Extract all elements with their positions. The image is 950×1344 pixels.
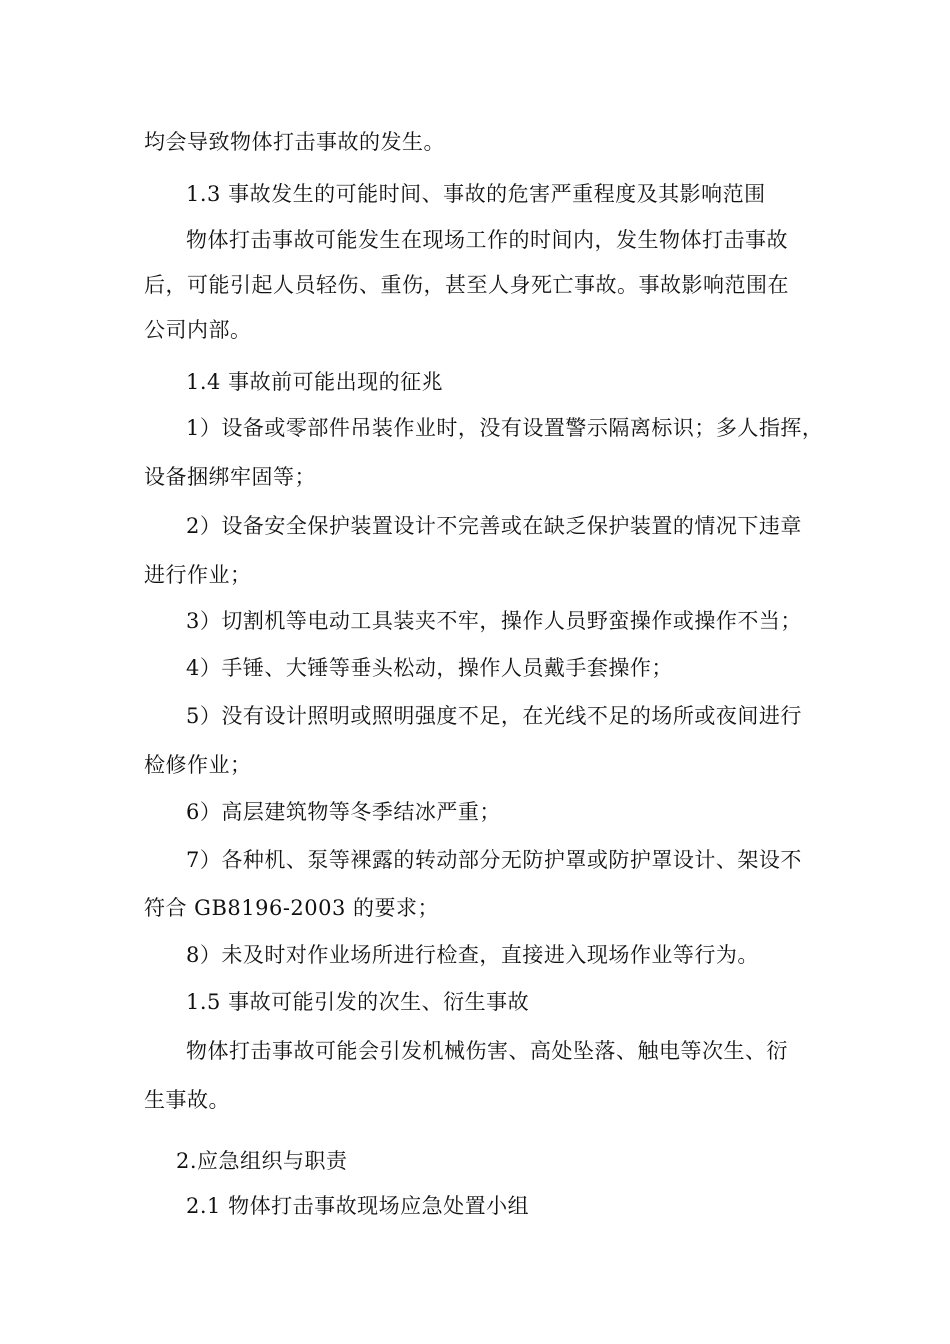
list-item: 1）设备或零部件吊装作业时，没有设置警示隔离标识；多人指挥，: [186, 416, 824, 440]
paragraph-line: 物体打击事故可能发生在现场工作的时间内，发生物体打击事故: [186, 228, 788, 252]
section-heading-2: 2.应急组织与职责: [176, 1149, 348, 1173]
section-heading-2-1: 2.1 物体打击事故现场应急处置小组: [186, 1194, 530, 1218]
list-item-continuation: 检修作业；: [144, 753, 252, 777]
list-item: 6）高层建筑物等冬季结冰严重；: [186, 800, 501, 824]
list-item-continuation: 设备捆绑牢固等；: [144, 465, 316, 489]
section-heading-1-5: 1.5 事故可能引发的次生、衍生事故: [186, 990, 530, 1014]
section-heading-1-4: 1.4 事故前可能出现的征兆: [186, 370, 444, 394]
paragraph-line: 物体打击事故可能会引发机械伤害、高处坠落、触电等次生、衍: [186, 1039, 788, 1063]
list-item: 2）设备安全保护装置设计不完善或在缺乏保护装置的情况下违章: [186, 514, 802, 538]
paragraph-line: 公司内部。: [144, 318, 252, 342]
paragraph-line: 后，可能引起人员轻伤、重伤，甚至人身死亡事故。事故影响范围在: [144, 273, 789, 297]
paragraph-line: 生事故。: [144, 1088, 230, 1112]
list-item: 8）未及时对作业场所进行检查，直接进入现场作业等行为。: [186, 943, 759, 967]
list-item: 3）切割机等电动工具装夹不牢，操作人员野蛮操作或操作不当；: [186, 609, 802, 633]
paragraph-continuation: 均会导致物体打击事故的发生。: [144, 130, 445, 154]
list-item: 4）手锤、大锤等垂头松动，操作人员戴手套操作；: [186, 656, 673, 680]
list-item-continuation: 进行作业；: [144, 563, 252, 587]
section-heading-1-3: 1.3 事故发生的可能时间、事故的危害严重程度及其影响范围: [186, 182, 766, 206]
list-item-continuation: 符合 GB8196-2003 的要求；: [144, 896, 440, 920]
list-item: 7）各种机、泵等裸露的转动部分无防护罩或防护罩设计、架设不: [186, 848, 802, 872]
list-item: 5）没有设计照明或照明强度不足，在光线不足的场所或夜间进行: [186, 704, 802, 728]
